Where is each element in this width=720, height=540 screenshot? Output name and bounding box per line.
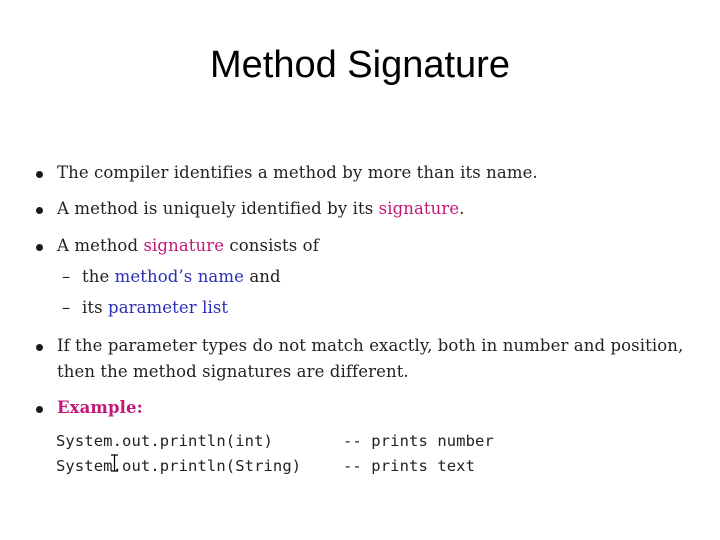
bullet-3-suffix: consists of bbox=[224, 236, 319, 255]
bullet-3-text bbox=[57, 236, 319, 255]
code-line-2-comment: -- prints text bbox=[343, 457, 476, 475]
sub-bullet-1-prefix: the bbox=[82, 267, 115, 286]
bullet-2-suffix: . bbox=[459, 199, 465, 218]
sub-bullet-2-text bbox=[82, 298, 228, 317]
method-name-highlight: method’s name bbox=[114, 267, 244, 286]
sub-bullet-dash: – bbox=[62, 298, 71, 317]
code-line-1-call: System.out.println(int) bbox=[56, 432, 273, 450]
sub-bullet-1-text bbox=[82, 267, 281, 286]
bullet-dot bbox=[36, 171, 43, 178]
sub-bullet-dash: – bbox=[62, 267, 71, 286]
bullet-1-text: The compiler identifies a method by more than its name. bbox=[57, 163, 538, 182]
code-line-1-comment: -- prints number bbox=[343, 432, 494, 450]
signature-highlight: signature bbox=[378, 199, 460, 218]
bullet-2-prefix: A method is uniquely identified by its bbox=[57, 199, 379, 218]
parameter-list-highlight: parameter list bbox=[108, 298, 229, 317]
bullet-dot bbox=[36, 406, 43, 413]
slide-title: Method Signature bbox=[210, 44, 510, 86]
bullet-dot bbox=[36, 207, 43, 214]
bullet-3-prefix: A method bbox=[57, 236, 144, 255]
code-line-2-call: System.out.println(String) bbox=[56, 457, 302, 475]
signature-highlight: signature bbox=[143, 236, 225, 255]
bullet-dot bbox=[36, 244, 43, 251]
example-label: Example: bbox=[57, 398, 143, 417]
bullet-4-line-2: then the method signatures are different. bbox=[57, 362, 409, 381]
bullet-dot bbox=[36, 344, 43, 351]
bullet-4-line-1: If the parameter types do not match exactly, both in number and position, bbox=[57, 336, 684, 355]
text-cursor-icon bbox=[110, 454, 119, 472]
sub-bullet-1-suffix: and bbox=[243, 267, 281, 286]
bullet-2-text bbox=[57, 199, 465, 218]
sub-bullet-2-prefix: its bbox=[82, 298, 109, 317]
